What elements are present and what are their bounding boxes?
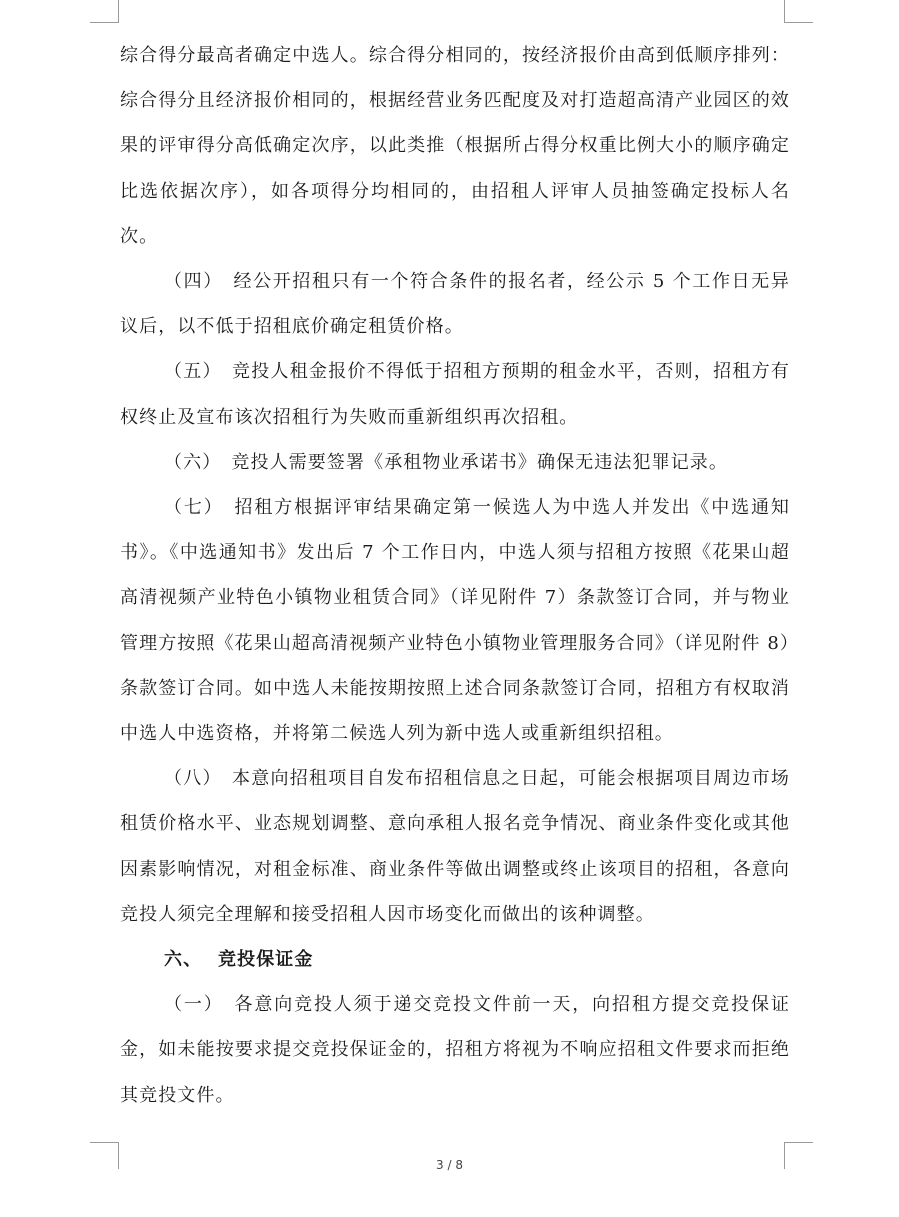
paragraph-item-6: （六） 竞投人需要签署《承租物业承诺书》确保无违法犯罪记录。 xyxy=(164,451,728,473)
paragraph-item-8: （八） 本意向招租项目自发布招租信息之日起，可能会根据项目周边市场租赁价格水平、业态规划调整、意向承租人报名竞争情况、商业条件变化或其他因素影响情况，对租金标准、商业条件等做出调整或终止该项目的招租，各意向竞投人须完全理解和接受招租人因市场变化而做出的该种调整。 xyxy=(120,768,790,925)
paragraph-item-4: （四） 经公开招租只有一个符合条件的报名者，经公示 5 个工作日无异议后，以不低于招租底价确定租赁价格。 xyxy=(120,271,790,338)
page-number: 3 / 8 xyxy=(436,1158,463,1172)
document-body xyxy=(120,33,790,1118)
paragraph-deposit-1: （一） 各意向竞投人须于递交竞投文件前一天，向招租方提交竞投保证金，如未能按要求提交竞投保证金的，招租方将视为不响应招租文件要求而拒绝其竞投文件。 xyxy=(120,994,790,1106)
paragraph-item-5: （五） 竞投人租金报价不得低于招租方预期的租金水平，否则，招租方有权终止及宣布该次招租行为失败而重新组织再次招租。 xyxy=(120,361,790,428)
crop-mark-top-left xyxy=(90,0,119,23)
paragraph-continuation: 综合得分最高者确定中选人。综合得分相同的，按经济报价由高到低顺序排列：综合得分且经济报价相同的，根据经营业务匹配度及对打造超高清产业园区的效果的评审得分高低确定次序，以此类推（根据所占得分权重比例大小的顺序确定比选依据次序），如各项得分均相同的，由招租人评审人员抽签确定投标人名次。 xyxy=(120,45,790,247)
section-title: 竞投保证金 xyxy=(218,949,314,971)
paragraph-item-7: （七） 招租方根据评审结果确定第一候选人为中选人并发出《中选通知书》。《中选通知书》发出后 7 个工作日内，中选人须与招租方按照《花果山超高清视频产业特色小镇物业租赁合同》（详见附件 7）条款签订合同，并与物业管理方按照《花果山超高清视频产业特色小镇物业管理服务合同》（详见附件 8）条款签订合同。如中选人未能按期按照上述合同条款签订合同，招租方有权取消中选人中选资格，并将第二候选人列为新中选人或重新组织招租。 xyxy=(120,497,790,745)
section-heading xyxy=(120,937,790,982)
crop-mark-top-right xyxy=(784,0,813,23)
section-number: 六、 xyxy=(164,949,203,971)
